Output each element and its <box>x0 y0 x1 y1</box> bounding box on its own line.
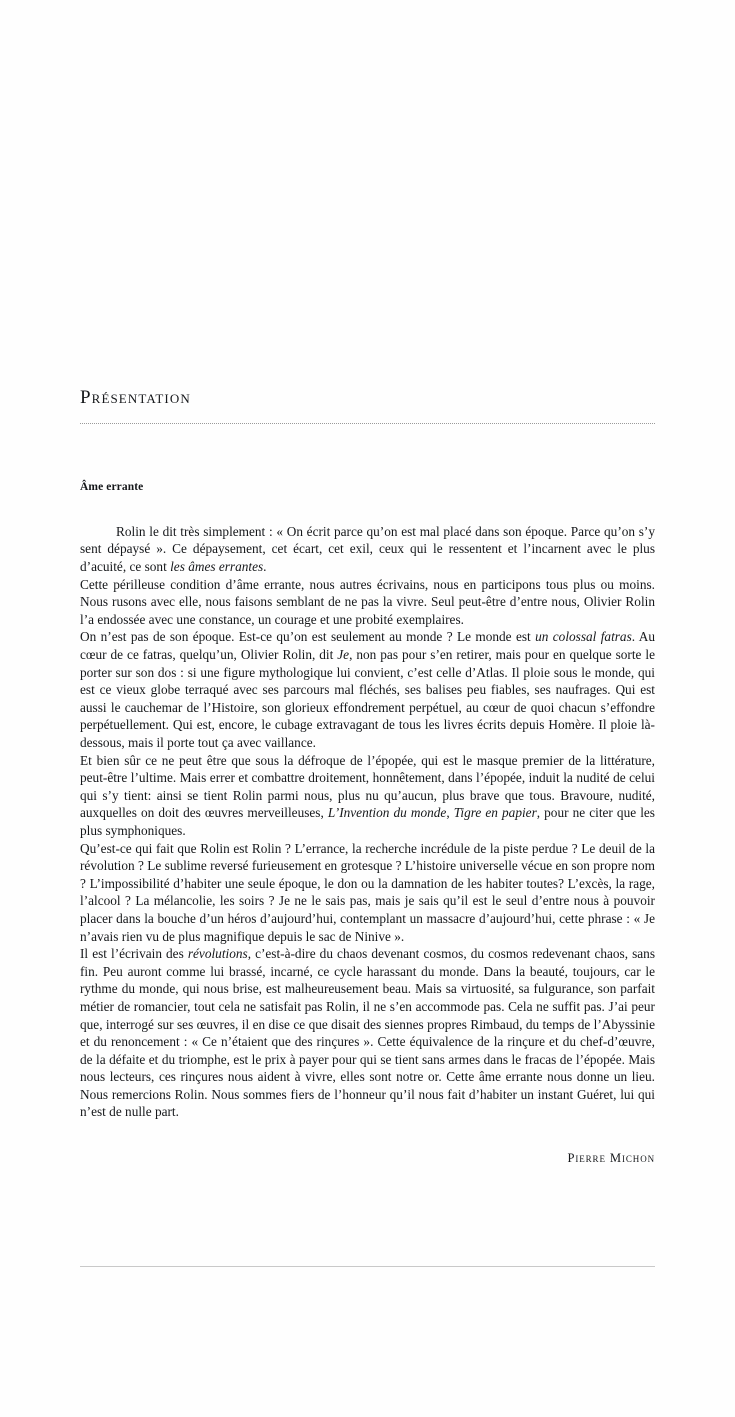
page-title: Présentation <box>80 387 191 408</box>
emphasis-text: Tigre en papier <box>453 805 537 821</box>
text-run: . <box>263 559 267 575</box>
text-run: , pour ne citer que les plus symphoniques. <box>80 805 655 838</box>
paragraph <box>80 523 655 576</box>
paragraph <box>80 628 655 751</box>
text-run: Cette périlleuse condition d’âme errante, nous autres écrivains, nous en participons tous plus ou moins. Nous rusons avec elle, nous faisons semblant de ne pas la vivre. Seul peut-être d’entre nous, Olivier Rolin l’a endossée avec une constance, un courage et une probité exemplaires. <box>80 576 655 627</box>
emphasis-text: les âmes errantes <box>170 559 264 575</box>
emphasis-text: un colossal fatras <box>535 629 632 645</box>
paragraph <box>80 840 655 946</box>
text-run: , non pas pour s’en retirer, mais pour en quelque sorte le porter sur son dos : si une figure mythologique lui convient, c’est celle d’Atlas. Il ploie sous le monde, qui est ce vieux globe terraqué avec ses parcours mal fléchés, ses balises peu fiables, ses naufrages. Qui est aussi le cauchemar de l’Histoire, son glorieux effondrement perpétuel, au cœur de quoi chacun s’effondre perpétuellement. Qui est, encore, le cubage extravagant de tous les livres écrits depuis Homère. Il ploie là-dessous, mais il porte tout ça avec vaillance. <box>80 647 655 751</box>
paragraph <box>80 752 655 840</box>
text-run: , <box>446 805 454 821</box>
paragraph <box>80 945 655 1121</box>
text-run: Et bien sûr ce ne peut être que sous la défroque de l’épopée, qui est le masque premier de la littérature, peut-être l’ultime. Mais errer et combattre droitement, honnêtement, dans l’épopée, induit la nudité de celui qui s’y tient: ainsi se tient Rolin parmi nous, plus nu qu’aucun, plus brave que tous. Bravoure, nudité, auxquelles on doit des œuvres merveilleuses, <box>80 752 655 821</box>
document-content <box>80 388 655 1166</box>
author-signature: Pierre Michon <box>567 1151 655 1166</box>
text-run: On n’est pas de son époque. Est-ce qu’on est seulement au monde ? Le monde est <box>80 629 536 645</box>
emphasis-text: Je <box>337 647 350 663</box>
text-run: Qu’est-ce qui fait que Rolin est Rolin ? L’errance, la recherche incrédule de la piste perdue ? Le deuil de la révolution ? Le sublime reversé furieusement en grotesque ? L’histoire universelle vécue en son propre nom ? L’impossibilité d’habiter une seule époque, le don ou la damnation de les habiter toutes? L’excès, la rage, l’alcool ? La mélancolie, les soirs ? Je ne le sais pas, mais je sais qu’il est le seul d’entre nous à pouvoir placer dans la bouche d’un héros d’aujourd’hui, contemplant un massacre d’aujourd’hui, cette phrase : « Je n’avais rien vu de plus magnifique depuis le sac de Ninive ». <box>80 840 655 944</box>
text-run: Il est l’écrivain des <box>80 946 188 962</box>
emphasis-text: L’Invention du monde <box>327 805 447 821</box>
body-text <box>80 523 655 1121</box>
text-run: . Au cœur de ce fatras, quelqu’un, Olivier Rolin, dit <box>80 629 655 663</box>
footer-divider <box>80 1266 655 1268</box>
text-run: Rolin le dit très simplement : « On écrit parce qu’on est mal placé dans son époque. Parce qu’on s’y sent dépaysé ». Ce dépaysement, cet écart, cet exil, ceux qui le ressentent et l’incarnent avec le plus d’acuité, ce sont <box>80 523 655 575</box>
text-run: , c’est-à-dire du chaos devenant cosmos, du cosmos redevenant chaos, sans fin. Peu auront comme lui brassé, incarné, ce cycle harassant du monde. Dans la beauté, toujours, car le rythme du monde, qui nous brise, est malheureusement beau. Mais sa virtuosité, sa fulgurance, son parfait métier de romancier, tout cela ne satisfait pas Rolin, il ne s’en accommode pas. Cela ne suffit pas. J’ai peur que, interrogé sur ses œuvres, il en dise ce que disait des siennes propres Rimbaud, du temps de l’Abyssinie et du renoncement : « Ce n’étaient que des rinçures ». Cette équivalence de la rinçure et du chef-d’œuvre, de la défaite et du triomphe, est le prix à payer pour qui se tient sans armes dans le fracas de l’épopée. Mais nous lecteurs, ces rinçures nous aident à vivre, elles sont notre or. Cette âme errante nous donne un lieu. Nous remercions Rolin. Nous sommes fiers de l’honneur qu’il nous fait d’habiter un instant Guéret, lui qui n’est de nulle part. <box>80 946 656 1120</box>
paragraph <box>80 576 655 629</box>
section-label: Âme errante <box>80 480 144 493</box>
title-divider <box>80 423 655 425</box>
emphasis-text: révolutions <box>187 946 248 962</box>
